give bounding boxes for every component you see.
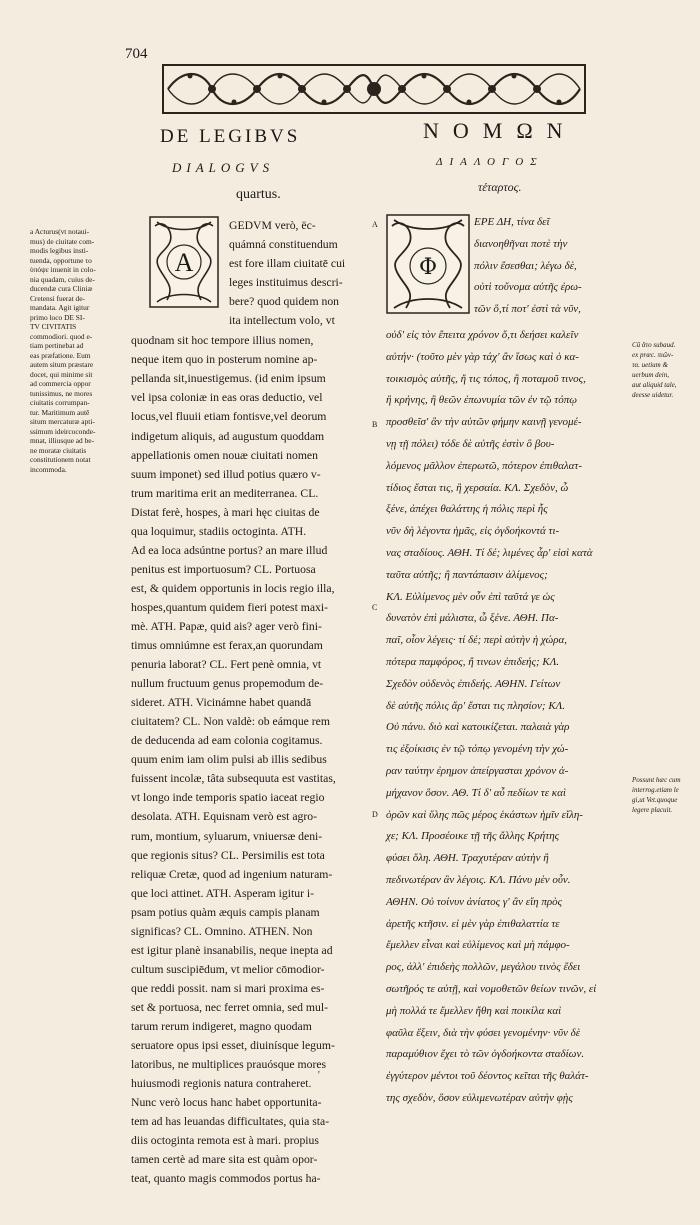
greek-line: χε; ΚΛ. Προσέοικε τῇ τῆς ἄλλης Κρήτης: [386, 830, 560, 843]
latin-line: quámná constituendum: [229, 238, 338, 252]
latin-line: penuria laborat? CL. Fert penè omnia, vt: [131, 658, 322, 672]
greek-line: πότερα παμφόρος, ἤ τινων ἐπιδεής; ΚΛ.: [386, 655, 560, 668]
latin-line: que reddi possit. nam si mari proxima es-: [131, 981, 325, 995]
latin-line: reliquæ Cretæ, quod ad ingenium naturam-: [131, 867, 333, 881]
latin-line: quum enim iam olim pulsi ab illis sedibus: [131, 753, 327, 767]
latin-line: qua loquimur, stadiis octoginta. ATH.: [131, 524, 307, 538]
greek-line: τοικισμὸς αὐτῆς, ἤ τις τόπος, ἢ ποταμοῦ τινος,: [386, 372, 586, 385]
section-marker-c: C: [372, 603, 378, 612]
margin-note-line: mandata. Agit igitur: [30, 303, 90, 312]
greek-line: της σχεδὸν, ὅσον εὐλιμενωτέραν αὐτὴν φῂς: [386, 1091, 573, 1104]
latin-line: est igitur planè insanabilis, neque inepta ad: [131, 943, 333, 957]
latin-line: rum, montium, syluarum, vniuersæ deni-: [131, 829, 323, 843]
greek-line: αὐτήν· (τοῦτο μὲν γὰρ τάχ' ἂν ἴσως καὶ ὁ κα-: [386, 350, 579, 363]
margin-note-line: ὑπόψε inuenit in colo-: [30, 265, 96, 274]
greek-line: ραν ταύτην ἐρημον ἀπείργασται χρόνον ἀ-: [386, 764, 569, 777]
latin-line: locus,vel fluuii etiam fontisve,vel deorum: [131, 410, 327, 424]
latin-line: ita intellectum volo, vt: [229, 314, 335, 328]
right-margin-note-2: [632, 775, 698, 815]
latin-line: est, & quidem opportunis in locis regio illa,: [131, 581, 335, 595]
section-marker-d: D: [372, 810, 378, 819]
greek-line: οὐδ' εἰς τὸν ἔπειτα χρόνον ὅ,τι δεήσει καλεῖν: [386, 329, 579, 341]
greek-line: τις ἐξοίκισις ἐν τῷ τόπῳ γενομένη τὴν χώ-: [386, 743, 569, 756]
margin-note-line: gi,ut Vet.quoque: [632, 796, 678, 804]
latin-line: nullum fructuum genus propemodum de-: [131, 677, 324, 691]
greek-line: Οὐ πάνυ. διὸ καὶ κατοικίζεται. παλαιὰ γὰρ: [386, 721, 570, 734]
greek-line: νας σταδίους. ΑΘΗ. Τί δέ; λιμένες ἆρ' εἰσὶ κατὰ: [386, 546, 593, 559]
greek-line: ΑΘΗΝ. Οὐ τοίνυν ἀνίατος γ' ἂν εἴη πρὸς: [386, 895, 563, 908]
latin-line: Distat ferè, hospes, à mari hęc ciuitas de: [131, 505, 320, 519]
greek-line: ἔμελλεν εἶναι καὶ εὐλίμενος καὶ μὴ πάμφο-: [386, 939, 570, 952]
margin-note-line: Possunt hæc cum: [632, 776, 681, 784]
latin-line: desolata. ATH. Equisnam verò est agro-: [131, 810, 317, 824]
latin-line: trum maritima erit an mediterranea. CL.: [131, 486, 319, 500]
margin-note-line: aut aliquid tale,: [632, 381, 677, 389]
greek-line: ΕΡΕ ΔΗ, τίνα δεῖ: [474, 216, 550, 228]
right-margin-note: [632, 340, 698, 400]
latin-line: tamen certè ad mare sita est quàm opor-: [131, 1153, 318, 1167]
margin-note-line: ne moratæ ciuitatis: [30, 445, 87, 455]
margin-note-line: situm mercaturæ apti-: [30, 417, 95, 426]
section-marker-b: B: [372, 420, 378, 429]
margin-note-line: mnat, illiusque ad be-: [30, 436, 95, 445]
margin-note-line: eas præfatione. Eum: [30, 350, 91, 360]
margin-note-line: ex præc. πιῶν-: [632, 351, 674, 359]
latin-line: que loci attinet. ATH. Asperam igitur i-: [131, 886, 315, 900]
greek-line: ἐγγύτερον μέντοι τοῦ δέοντος κεῖται τῆς θαλάτ-: [386, 1070, 589, 1083]
margin-note-line: constitutionem notat: [30, 455, 91, 464]
latin-line: hospes,quantum quidem fieri potest maxi-: [131, 600, 329, 614]
margin-note-line: deesse uidetur.: [632, 391, 674, 399]
latin-line: teat, quanto magis commodos portus ha-: [131, 1172, 321, 1186]
latin-line: timus omniúmne est ferax,an quorundam: [131, 639, 323, 653]
subtitle-greek: ΔΙΑΛΟΓΟΣ: [436, 156, 544, 168]
greek-line: οὐτὶ τοὔνομα αὐτῆς ἐρω-: [474, 281, 582, 294]
latin-line: quodnam sit hoc tempore illius nomen,: [131, 334, 314, 348]
greek-line: παραμύθιον ἔχει τὸ τῶν ὀγδοήκοντα σταδίων.: [386, 1048, 585, 1061]
latin-line: GEDVM verò, ëc-: [229, 219, 316, 232]
margin-note-line: ducendæ cura Cliniæ: [30, 284, 93, 293]
ornamental-headpiece: [162, 64, 586, 114]
margin-note-line: ciuitatis corrumpan-: [30, 398, 90, 407]
page-number: 704: [125, 46, 148, 62]
initial-letter-greek: Φ: [418, 255, 438, 280]
latin-line: latoribus, ne multiplices prauósque mores: [131, 1058, 327, 1072]
latin-line: psam potius quàm æquis campis planam: [131, 905, 320, 919]
margin-note-line: uerbum dein,: [632, 371, 669, 379]
margin-note-line: ssimum ideircoconde-: [30, 426, 96, 436]
latin-line: que regionis situs? CL. Persimilis est tota: [131, 848, 325, 862]
greek-line: τίδιος ἔσται τις, ἢ χερσαία. ΚΛ. Σχεδὸν, ὦ: [386, 481, 569, 494]
greek-line: δυνατὸν ἐπὶ μάλιστα, ὦ ξένε. ΑΘΗ. Πα-: [386, 612, 559, 625]
greek-line: πόλιν ἔσεσθαι; λέγω δὲ,: [474, 259, 577, 272]
latin-text-column: [131, 217, 376, 1188]
initial-spacer: [131, 217, 376, 331]
margin-note-line: nia quadam, cuius de-: [30, 274, 95, 284]
greek-line: νῃ τῇ πόλει) τόδε δὲ αὐτῆς ἐστὶν ὃ βου-: [386, 437, 555, 450]
margin-note-line: modis legibus insti-: [30, 246, 89, 255]
margin-note-line: tiam pertinebat ad: [30, 341, 84, 350]
latin-line: set & portuosa, nec ferret omnia, sed mul-: [131, 1000, 329, 1014]
latin-line: significas? CL. Omnino. ATHEN. Non: [131, 924, 313, 938]
section-marker-a: A: [372, 220, 378, 229]
latin-line: tarum rerum indigeret, magno quodam: [131, 1019, 312, 1033]
greek-line: ἢ κρήνης, ἢ θεῶν ἐπωνυμία τῶν ἐν τῷ τόπῳ: [386, 394, 577, 407]
latin-line: ciuitatem? CL. Non valdè: ob eámque rem: [131, 715, 330, 729]
greek-line: ἀρετῆς κτῆσιν. εἰ μὲν γὰρ ἐπιθαλαττία τε: [386, 917, 560, 930]
greek-line: ρος, ἀλλ' ἐπιδεὴς πολλῶν, μεγάλου τινὸς ἔδει: [386, 961, 581, 974]
part-latin: quartus.: [236, 187, 281, 202]
greek-line: ὀρῶν καὶ ὕλης πῶς μέρος ἑκάστων ἡμῖν εἴλη-: [386, 808, 583, 821]
greek-line: ξένε, ἀπέχει θαλάττης ἡ πόλις περὶ ἧς: [386, 503, 548, 516]
latin-line: Ad ea loca adsúntne portus? an mare illud: [131, 543, 328, 557]
latin-line: neque item quo in posterum nomine ap-: [131, 353, 318, 367]
margin-note-line: legere placuit.: [632, 806, 673, 814]
greek-line: νῦν δὴ λέγοντα ἡμᾶς, εἰς ὀγδοήκοντά τι-: [386, 525, 560, 538]
latin-line: vt longo inde temporis spatio iaceat regio: [131, 791, 325, 805]
greek-line: ΚΛ. Εὐλίμενος μὲν οὖν ἐπὶ ταῦτά γε ὡς: [386, 590, 555, 603]
margin-note-line: mus) de ciuitate com-: [30, 236, 95, 246]
latin-line: pellanda sit,inuestigemus. (id enim ipsum: [131, 372, 326, 386]
latin-line: penitus est importuosum? CL. Portuosa: [131, 562, 316, 576]
latin-line: fuissent incolæ, tâta subsequuta est vastitas,: [131, 772, 336, 786]
latin-line: est fore illam ciuitatē cui: [229, 257, 346, 271]
margin-note-line: primo loco DE SI-: [30, 312, 85, 322]
latin-line: Nunc verò locus hanc habet opportunita-: [131, 1096, 322, 1110]
latin-line: indigetum aliquis, ad augustum quoddam: [131, 429, 325, 443]
part-greek: τέταρτος.: [478, 180, 522, 194]
latin-line: sideret. ATH. Vicinámne habet quandā: [131, 696, 312, 710]
latin-line: bere? quod quidem non: [229, 295, 340, 309]
greek-line: προσθεῖσ' ἂν τὴν αὑτῶν φήμην καινῇ γενομέ-: [386, 416, 582, 429]
greek-line: σωτῆρός τε αὐτῇ, καὶ νομοθετῶν θείων τινῶν, εἰ: [386, 982, 597, 995]
greek-line: μὴ πολλά τε ἔμελλεν ἤθη καὶ ποικίλα καὶ: [386, 1004, 562, 1017]
latin-line: tem ad has leuandas difficultates, quia sta-: [131, 1115, 330, 1129]
latin-line: seruatore opus ipsi esset, diuinísque legum-: [131, 1039, 335, 1053]
latin-line: de deducenda ad eam colonia cogitamus.: [131, 734, 323, 748]
catchword: ': [318, 1070, 320, 1081]
margin-note-line: tunissimus, ne mores: [30, 388, 93, 398]
latin-line: appellationis omen nouæ ciuitati nomen: [131, 448, 318, 462]
latin-line: vel ipsa coloniæ in eas oras deductio, vel: [131, 391, 323, 405]
initial-spacer: [386, 216, 631, 325]
margin-note-line: docet, qui minime sit: [30, 369, 93, 379]
greek-line: τῶν ὅ,τί ποτ' ἐστὶ τὰ νῦν,: [474, 303, 581, 316]
latin-line: huiusmodi regionis natura contraheret.: [131, 1077, 312, 1091]
greek-line: φαῦλα ἕξειν, διὰ τὴν φύσει γενομένην· νῦν δὲ: [386, 1026, 581, 1039]
margin-note-line: a Acturus(vt notaui-: [30, 227, 90, 236]
greek-line: μήχανον ὅσον. ΑΘ. Τί δ' αὖ πεδίων τε καὶ: [386, 786, 566, 799]
latin-line: leges instituimus descri-: [229, 276, 343, 290]
margin-note-line: Cretensi fuerat de-: [30, 293, 85, 303]
margin-note-line: TV CIVITATIS: [30, 322, 77, 331]
greek-line: φύσει ὅλη. ΑΘΗ. Τραχυτέραν αὐτὴν ἢ: [386, 852, 549, 865]
greek-line: λόμενος μᾶλλον ἐπερωτῶ, πότερον ἐπιθαλατ-: [386, 459, 583, 472]
title-latin: DE LEGIBVS: [160, 126, 301, 147]
greek-line: παῖ, οἷον λέγεις· τί δέ; περὶ αὐτὴν ἡ χώρα,: [386, 634, 567, 647]
greek-line: Σχεδὸν οὐδενὸς ἐπιδεής. ΑΘΗΝ. Γείτων: [386, 677, 561, 690]
greek-text-column: [386, 216, 631, 1110]
title-greek: ΝΟΜΩΝ: [423, 118, 577, 143]
latin-line: cultum suscipiēdum, vt melior cōmodior-: [131, 962, 325, 976]
left-margin-note: [30, 227, 126, 474]
margin-note-line: tur. Maritimum autē: [30, 407, 90, 417]
latin-line: diis octoginta remota est à mari. propius: [131, 1134, 319, 1148]
latin-line: suum imponet) sed illud potius quæro v-: [131, 467, 321, 481]
margin-note-line: interrog.etiam le: [632, 786, 679, 794]
margin-note-line: autem situm præstare: [30, 360, 94, 369]
margin-note-line: incommoda.: [30, 464, 67, 474]
initial-letter-latin: A: [174, 248, 194, 277]
margin-note-line: tuenda, opportune το: [30, 255, 92, 265]
greek-line: πεδινωτέραν ἂν λέγοις. ΚΛ. Πάνυ μὲν οὖν.: [386, 873, 571, 886]
margin-note-line: τα. uetium &: [632, 361, 668, 369]
subtitle-latin: DIALOGVS: [172, 160, 275, 175]
greek-line: διανοηθῆναι ποτὲ τὴν: [474, 237, 568, 250]
margin-note-line: Cū ἅτο subaud.: [632, 341, 676, 349]
greek-line: ταῦτα αὐτῆς; ἢ παντάπασιν ἀλίμενος;: [386, 568, 548, 581]
margin-note-line: commodiori. quod e-: [30, 331, 93, 341]
latin-line: mè. ATH. Papæ, quid ais? ager verò fini-: [131, 620, 322, 633]
greek-line: δὲ αὐτῆς πόλις ἄρ' ἔσται τις πλησίον; ΚΛ.: [386, 699, 566, 712]
margin-note-line: ad commercia oppor: [30, 379, 91, 388]
